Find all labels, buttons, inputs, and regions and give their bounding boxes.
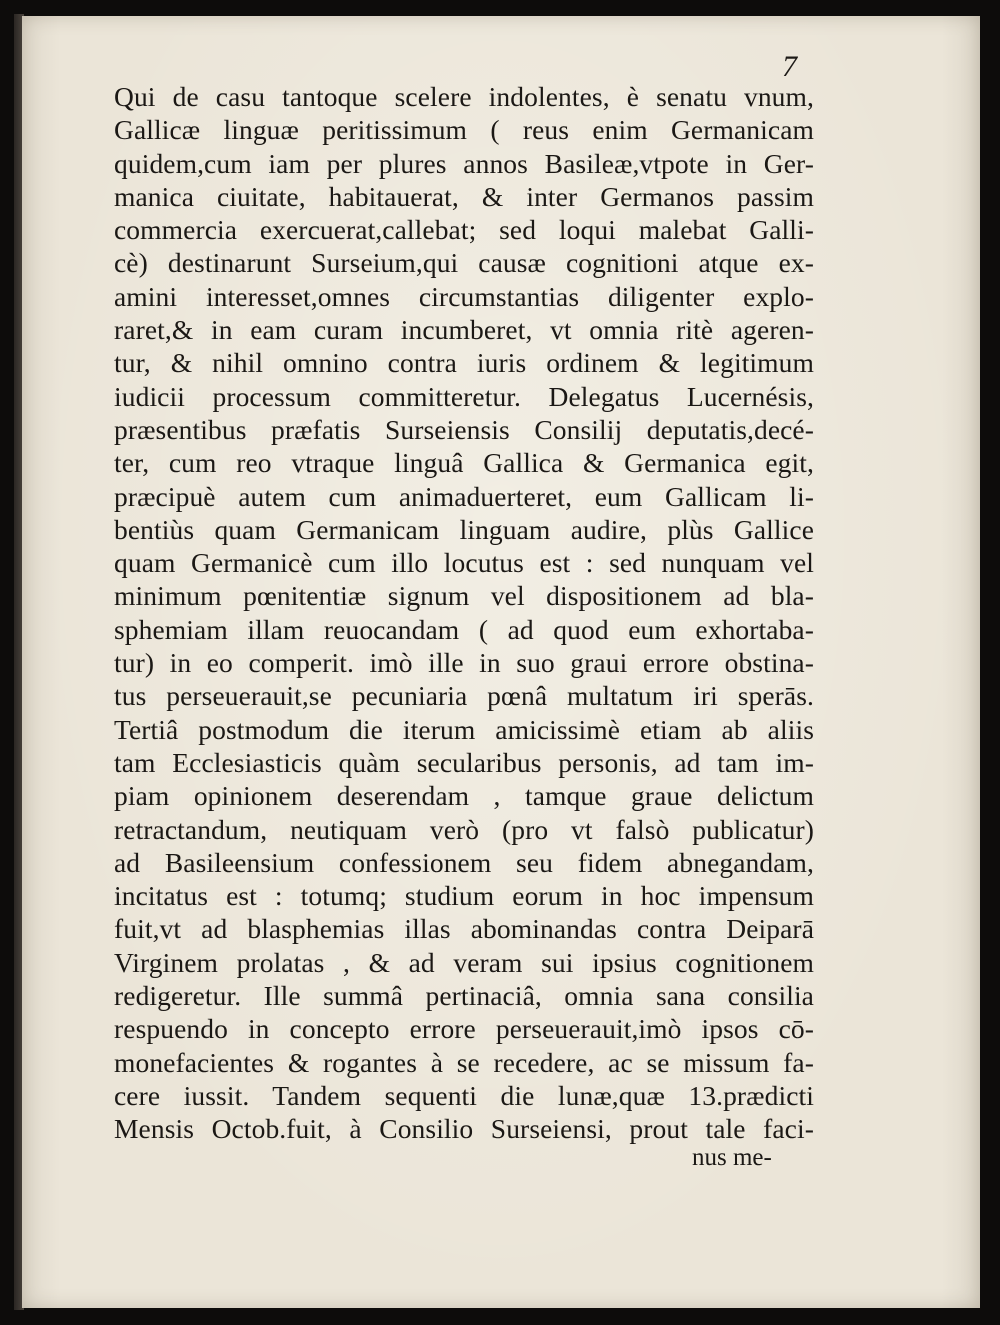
text-line: tur) in eo comperit. imò ille in suo graui errore obstina- xyxy=(114,647,814,679)
text-line: tus perseuerauit,se pecuniaria pœnâ multatum iri sperās. xyxy=(114,680,814,712)
text-line: minimum pœnitentiæ signum vel dispositionem ad bla- xyxy=(114,580,814,612)
text-line: Qui de casu tantoque scelere indolentes, è senatu vnum, xyxy=(114,81,814,112)
text-line: monefacientes & rogantes à se recedere, ac se missum fa- xyxy=(114,1046,814,1078)
text-line: sphemiam illam reuocandam ( ad quod eum exhortaba- xyxy=(114,613,814,645)
catchword: nus me- xyxy=(692,1144,772,1171)
text-line: iudicii processum committeretur. Delegatus Lucernésis, xyxy=(114,380,814,412)
page-number: 7 xyxy=(782,50,797,83)
text-line: præcipuè autem cum animaduerteret, eum Gallicam li- xyxy=(114,480,814,512)
text-line: cere iussit. Tandem sequenti die lunæ,quæ 13.prædicti xyxy=(114,1079,814,1111)
text-line: retractandum, neutiquam verò (pro vt falsò publicatur) xyxy=(114,813,814,845)
text-line: redigeretur. Ille summâ pertinaciâ, omnia sana consilia xyxy=(114,980,814,1012)
text-line: Tertiâ postmodum die iterum amicissimè etiam ab aliis xyxy=(114,713,814,745)
text-line: fuit,vt ad blasphemias illas abominandas contra Deiparā xyxy=(114,913,814,945)
text-line: Mensis Octob.fuit, à Consilio Surseiensi, prout tale faci- xyxy=(114,1113,814,1145)
text-line: commercia exercuerat,callebat; sed loqui malebat Galli- xyxy=(114,214,814,246)
text-line: bentiùs quam Germanicam linguam audire, plùs Gallice xyxy=(114,513,814,545)
text-line: Virginem prolatas , & ad veram sui ipsius cognitionem xyxy=(114,946,814,978)
text-line: ter, cum reo vtraque linguâ Gallica & Germanica egit, xyxy=(114,447,814,479)
body-text xyxy=(114,80,814,1146)
text-line: amini interesset,omnes circumstantias diligenter explo- xyxy=(114,280,814,312)
text-line: piam opinionem deserendam , tamque graue delictum xyxy=(114,780,814,812)
text-line: respuendo in concepto errore perseuerauit,imò ipsos cō- xyxy=(114,1013,814,1045)
text-line: incitatus est : totumq; studium eorum in hoc impensum xyxy=(114,880,814,912)
text-line: tam Ecclesiasticis quàm secularibus personis, ad tam im- xyxy=(114,746,814,778)
text-line: ad Basileensium confessionem seu fidem abnegandam, xyxy=(114,846,814,878)
text-line: quidem,cum iam per plures annos Basileæ,vtpote in Ger- xyxy=(114,147,814,179)
text-line: Gallicæ linguæ peritissimum ( reus enim Germanicam xyxy=(114,114,814,146)
text-line: præsentibus præfatis Surseiensis Consilij deputatis,decé- xyxy=(114,413,814,445)
text-line: tur, & nihil omnino contra iuris ordinem & legitimum xyxy=(114,347,814,379)
text-line: manica ciuitate, habitauerat, & inter Germanos passim xyxy=(114,180,814,212)
text-line: raret,& in eam curam incumberet, vt omnia ritè ageren- xyxy=(114,314,814,346)
text-line: cè) destinarunt Surseium,qui causæ cognitioni atque ex- xyxy=(114,247,814,279)
text-line: quam Germanicè cum illo locutus est : sed nunquam vel xyxy=(114,547,814,579)
